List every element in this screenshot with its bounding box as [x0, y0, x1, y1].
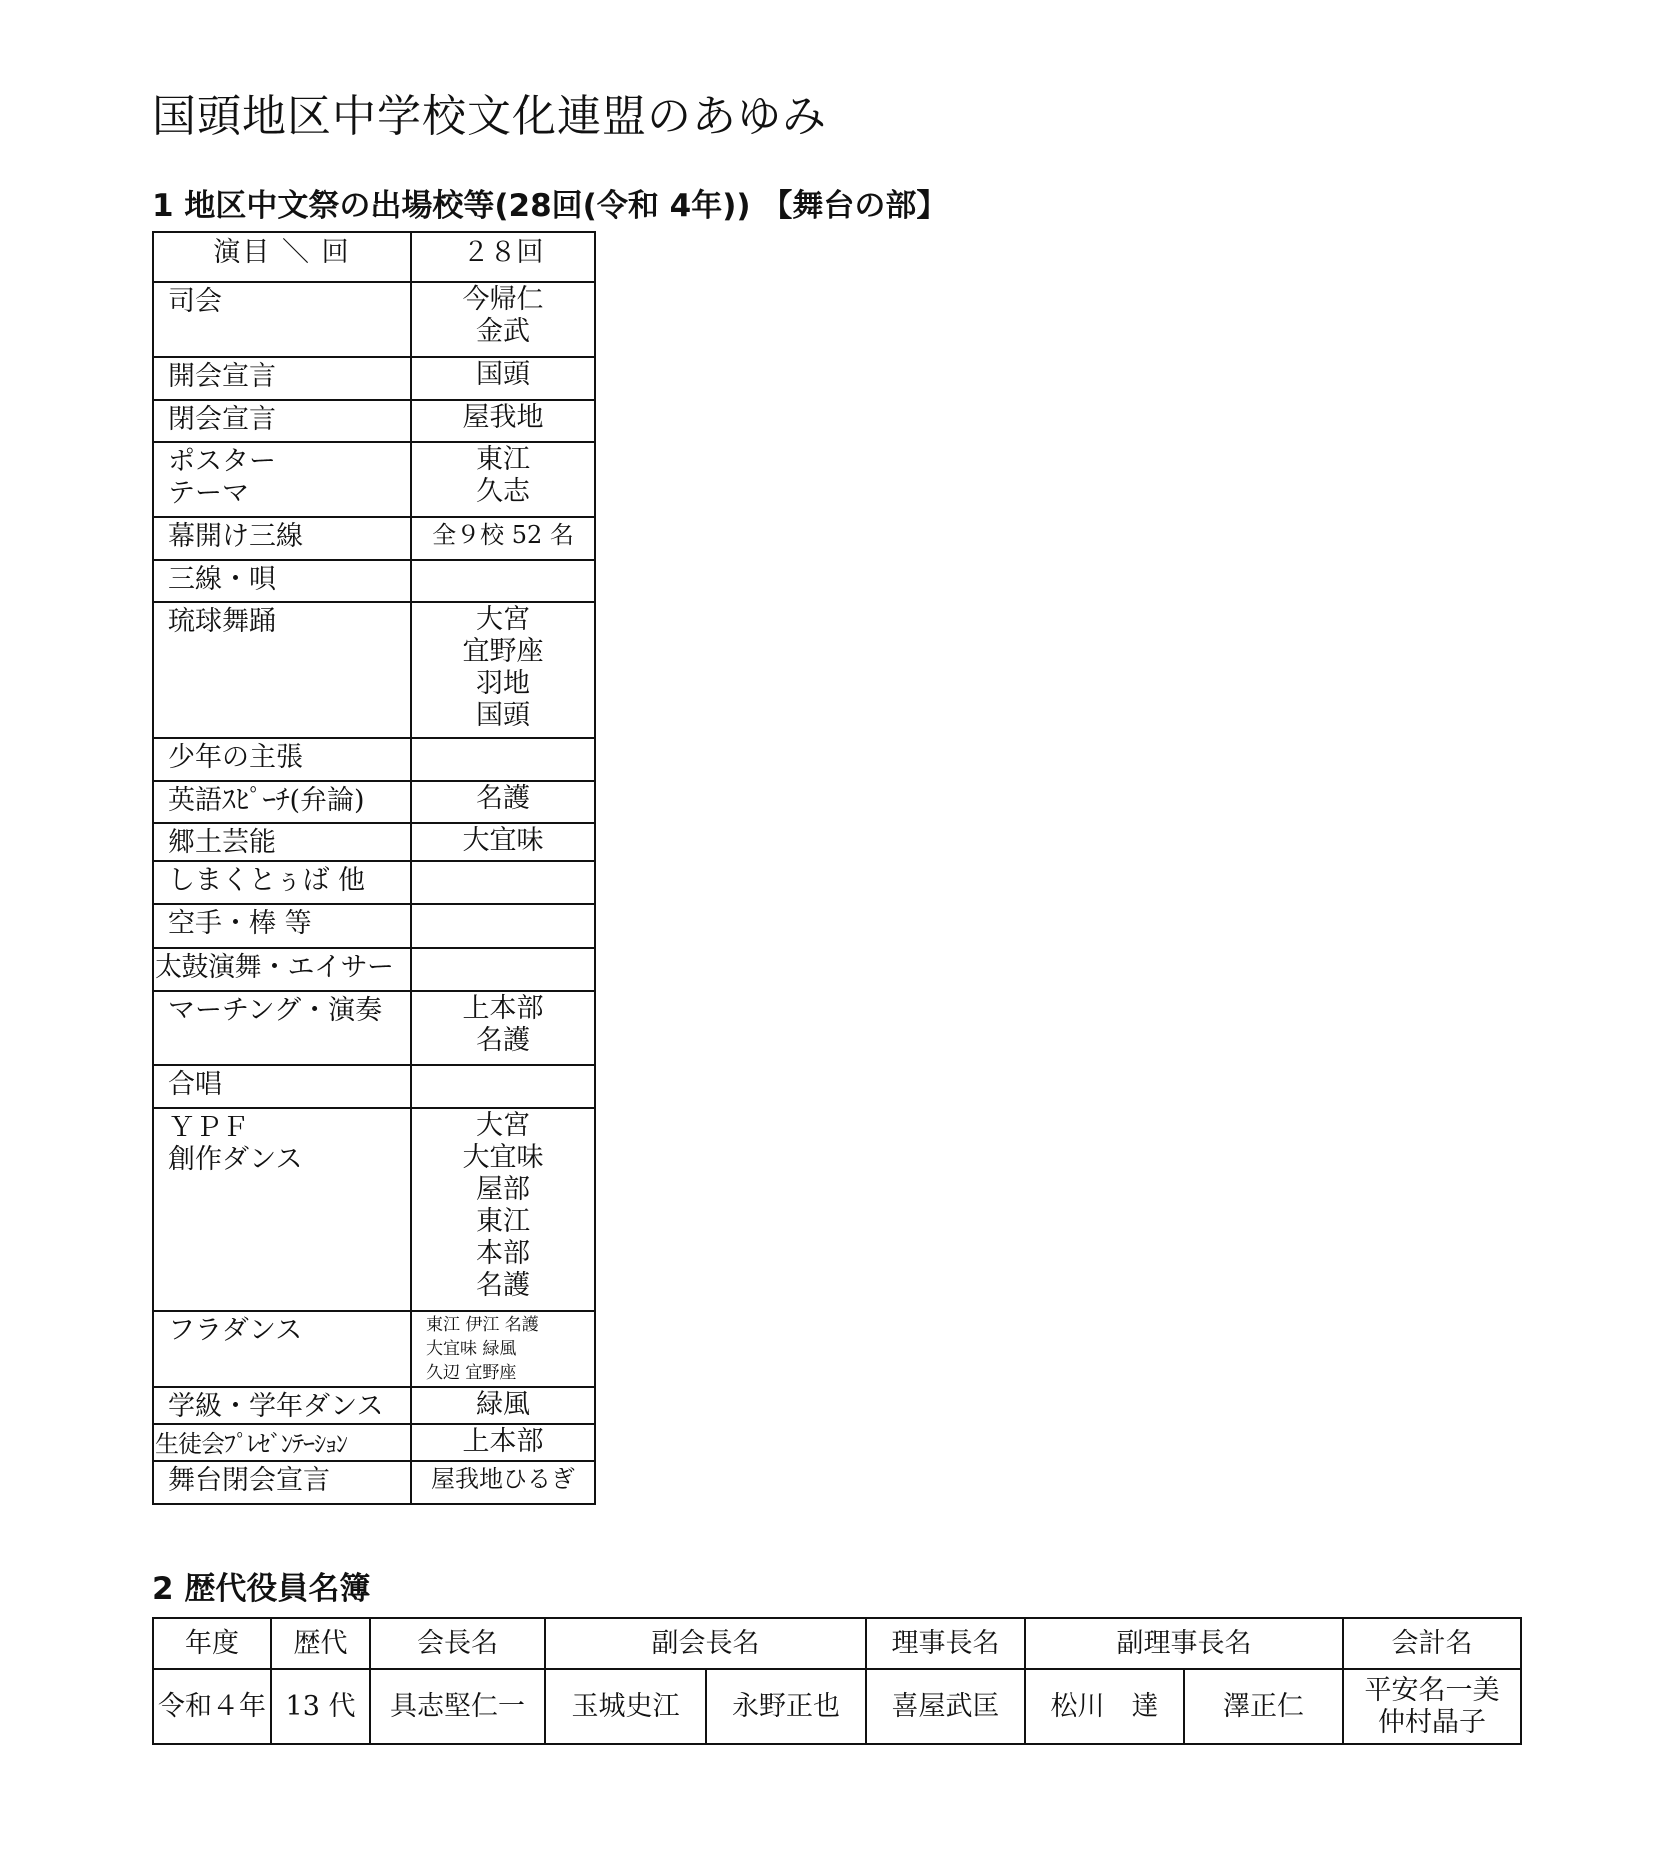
- school-name: 上本部: [462, 993, 544, 1024]
- treasurer-name: 平安名一美: [1364, 1674, 1500, 1706]
- school-name: 緑風: [476, 1389, 530, 1420]
- row-label-line: テーマ: [168, 478, 249, 509]
- table-row: [153, 823, 595, 861]
- school-name: 国頭: [476, 359, 530, 390]
- row-values: [411, 861, 595, 904]
- table-row: [153, 904, 595, 948]
- table-row: [153, 442, 595, 517]
- section1-heading: 1 地区中文祭の出場校等(28回(令和 4年)) 【舞台の部】: [152, 188, 948, 224]
- table-row: [153, 738, 595, 781]
- school-name: 大宜味: [462, 825, 544, 856]
- treasurer-name: 仲村晶子: [1378, 1706, 1486, 1738]
- row-values: [411, 904, 595, 948]
- table-row: [153, 1108, 595, 1311]
- row-values: [411, 991, 595, 1065]
- table-row: [153, 400, 595, 442]
- school-name: 東江: [476, 1206, 530, 1237]
- header-round-label: ２８回: [411, 232, 595, 282]
- row-label: 生徒会ﾌﾟﾚｾﾞﾝﾃｰｼｮﾝ: [153, 1424, 411, 1461]
- table-row: [153, 1065, 595, 1108]
- row-label-line: 創作ダンス: [168, 1144, 303, 1175]
- table-row: [153, 357, 595, 400]
- row-values: [411, 948, 595, 991]
- table-row: [153, 991, 595, 1065]
- school-list-line: 東江 伊江 名護: [426, 1315, 539, 1335]
- row-label: 合唱: [153, 1065, 411, 1108]
- officers-header-row: [153, 1618, 1521, 1669]
- row-label: 閉会宣言: [153, 400, 411, 442]
- cell-vice-president-1: 玉城史江: [545, 1669, 706, 1744]
- school-list-line: 久辺 宜野座: [426, 1363, 517, 1383]
- row-label: フラダンス: [153, 1311, 411, 1387]
- school-name: 上本部: [462, 1426, 544, 1457]
- row-values: [411, 560, 595, 602]
- row-label: 英語ｽﾋﾟｰﾁ(弁論): [153, 781, 411, 823]
- row-values: [411, 517, 595, 560]
- row-label: [153, 1108, 411, 1311]
- school-name: 屋我地ひるぎ: [431, 1465, 575, 1493]
- school-name: 久志: [476, 476, 530, 507]
- table-row: [153, 861, 595, 904]
- cell-vice-president-2: 永野正也: [706, 1669, 866, 1744]
- officers-table: [152, 1617, 1522, 1745]
- row-values: [411, 1311, 595, 1387]
- row-values: [411, 738, 595, 781]
- row-values: [411, 1424, 595, 1461]
- document-title: 国頭地区中学校文化連盟のあゆみ: [152, 91, 827, 142]
- col-header-term: 歴代: [271, 1618, 370, 1669]
- school-name: 大宜味: [462, 1142, 544, 1173]
- header-item-label: 演目 ＼ 回: [153, 232, 411, 282]
- col-header-treasurer: 会計名: [1343, 1618, 1521, 1669]
- row-values: [411, 1065, 595, 1108]
- row-label: 開会宣言: [153, 357, 411, 400]
- row-values: [411, 442, 595, 517]
- row-label: 空手・棒 等: [153, 904, 411, 948]
- row-values: [411, 282, 595, 357]
- cell-treasurer: [1343, 1669, 1521, 1744]
- table-row: [153, 1311, 595, 1387]
- row-label: 少年の主張: [153, 738, 411, 781]
- row-label: [153, 442, 411, 517]
- section2-heading: 2 歴代役員名簿: [152, 1571, 371, 1607]
- school-name: 屋部: [476, 1174, 530, 1205]
- row-values: [411, 1461, 595, 1504]
- school-name: 今帰仁: [462, 284, 544, 315]
- row-values: [411, 357, 595, 400]
- cell-president: 具志堅仁一: [370, 1669, 545, 1744]
- row-values: [411, 1387, 595, 1424]
- row-label-line: ポスター: [168, 446, 276, 477]
- table-row: [153, 560, 595, 602]
- officers-row: [153, 1669, 1521, 1744]
- row-values: [411, 400, 595, 442]
- row-label: 幕開け三線: [153, 517, 411, 560]
- stage-program-table: [152, 231, 596, 1505]
- table-row: [153, 1424, 595, 1461]
- school-name: 名護: [476, 1270, 530, 1301]
- row-values: [411, 781, 595, 823]
- col-header-president: 会長名: [370, 1618, 545, 1669]
- cell-vice-chair-2: 澤正仁: [1184, 1669, 1343, 1744]
- school-name: 宜野座: [462, 636, 544, 667]
- row-values: [411, 602, 595, 738]
- table-header-row: [153, 232, 595, 282]
- table-row: [153, 948, 595, 991]
- school-name: 金武: [476, 316, 530, 347]
- school-name: 東江: [476, 444, 530, 475]
- row-label: 琉球舞踊: [153, 602, 411, 738]
- cell-chair: 喜屋武匡: [866, 1669, 1025, 1744]
- row-label: 郷土芸能: [153, 823, 411, 861]
- school-name: 大宮: [476, 1110, 530, 1141]
- school-name: 羽地: [476, 668, 530, 699]
- school-name: 本部: [476, 1238, 530, 1269]
- col-header-vice-president: 副会長名: [545, 1618, 866, 1669]
- school-name: 名護: [476, 1025, 530, 1056]
- row-label-line: ＹＰＦ: [168, 1112, 249, 1143]
- cell-year: 令和４年: [153, 1669, 271, 1744]
- cell-term: 13 代: [271, 1669, 370, 1744]
- school-name: 大宮: [476, 604, 530, 635]
- col-header-chair: 理事長名: [866, 1618, 1025, 1669]
- row-values: [411, 823, 595, 861]
- cell-vice-chair-1: 松川 達: [1025, 1669, 1184, 1744]
- table-row: [153, 1461, 595, 1504]
- table-row: [153, 282, 595, 357]
- row-label: 三線・唄: [153, 560, 411, 602]
- row-values: [411, 1108, 595, 1311]
- row-label: 太鼓演舞・エイサー: [153, 948, 411, 991]
- row-label: 学級・学年ダンス: [153, 1387, 411, 1424]
- row-label: しまくとぅば 他: [153, 861, 411, 904]
- table-row: [153, 517, 595, 560]
- col-header-vice-chair: 副理事長名: [1025, 1618, 1343, 1669]
- participant-count: 全９校 52 名: [432, 521, 574, 549]
- row-label: 舞台閉会宣言: [153, 1461, 411, 1504]
- school-name: 屋我地: [462, 402, 544, 433]
- col-header-year: 年度: [153, 1618, 271, 1669]
- table-row: [153, 781, 595, 823]
- school-list-line: 大宜味 緑風: [426, 1339, 517, 1359]
- school-name: 名護: [476, 783, 530, 814]
- row-label: マーチング・演奏: [153, 991, 411, 1065]
- row-label: 司会: [153, 282, 411, 357]
- school-name: 国頭: [476, 700, 530, 731]
- table-row: [153, 602, 595, 738]
- table-row: [153, 1387, 595, 1424]
